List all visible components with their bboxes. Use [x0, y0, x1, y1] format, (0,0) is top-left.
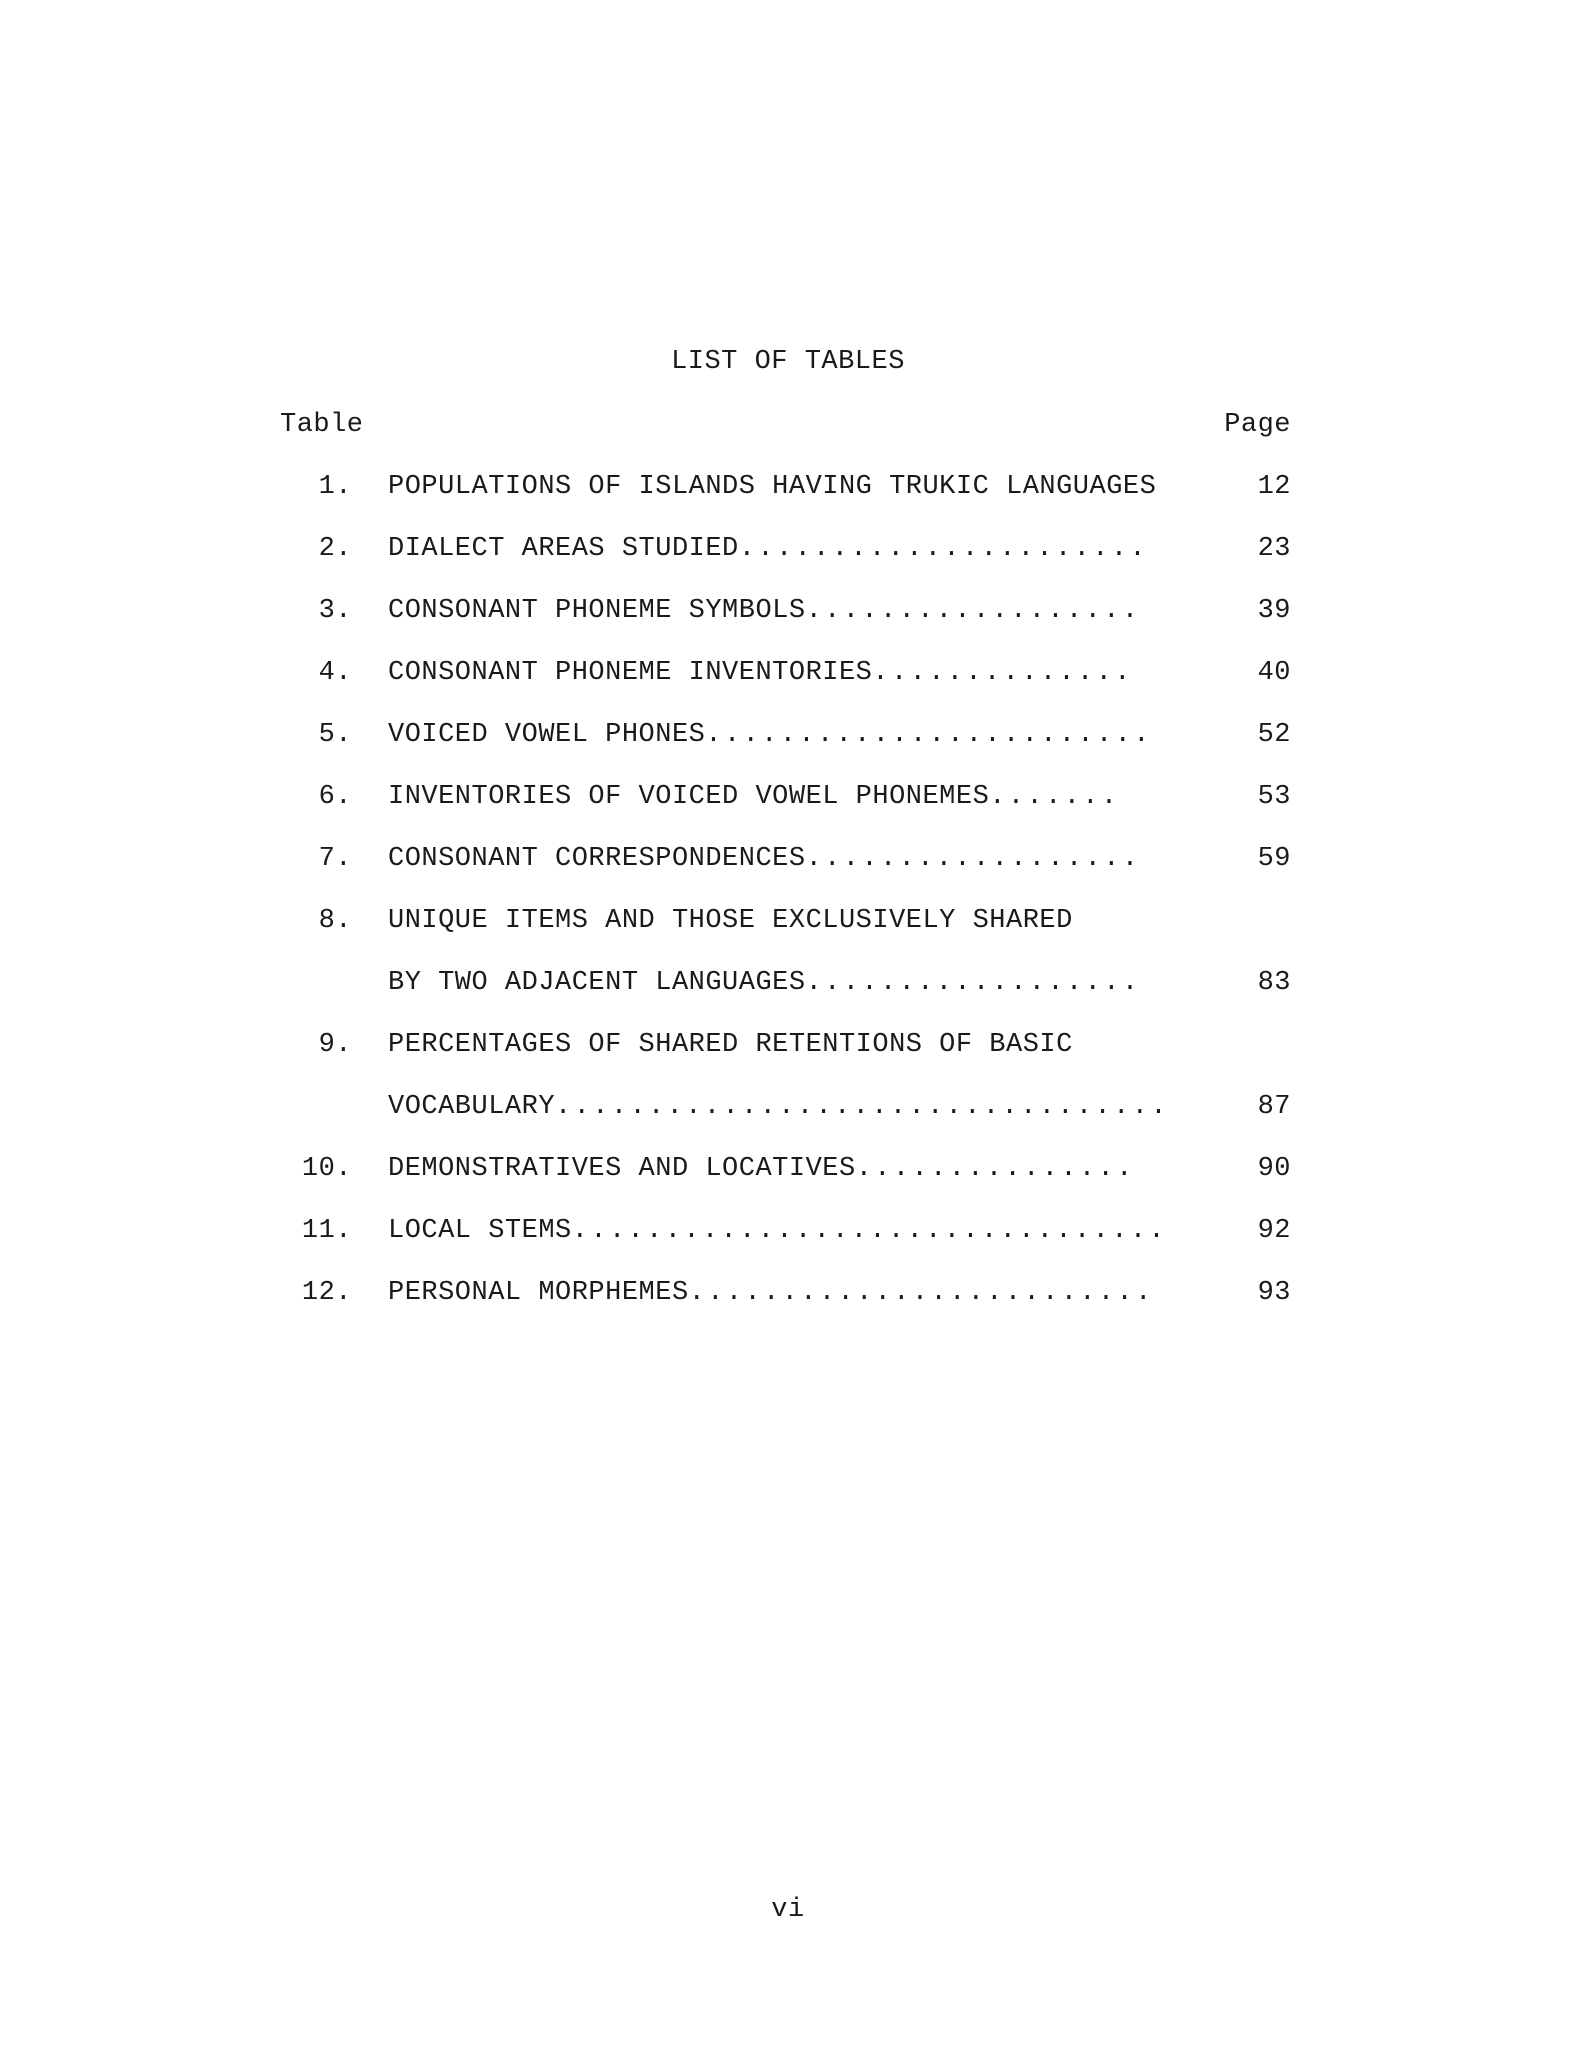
toc-entry-line: [0, 1092, 1576, 1154]
table-number: 6.: [318, 782, 352, 812]
page-column-header: Page: [1224, 410, 1291, 440]
table-title-line: [388, 1154, 1135, 1184]
page-reference: 87: [1257, 1092, 1291, 1122]
dot-leader: ..................: [805, 596, 1141, 626]
page-reference: 23: [1257, 534, 1291, 564]
table-list: [0, 472, 1576, 1340]
page-reference: 12: [1257, 472, 1291, 502]
page-reference: 92: [1257, 1216, 1291, 1246]
table-title-line: [388, 1216, 1167, 1246]
toc-entry-line: [0, 596, 1576, 658]
table-title-text: INVENTORIES OF VOICED VOWEL PHONEMES: [388, 782, 990, 812]
table-number: 5.: [318, 720, 352, 750]
dot-leader: ........................: [705, 720, 1152, 750]
dot-leader: .......: [989, 782, 1120, 812]
page-reference: 83: [1257, 968, 1291, 998]
table-title-line: [388, 782, 1120, 812]
table-title-line: [388, 658, 1133, 688]
table-title-text: CONSONANT CORRESPONDENCES: [388, 844, 806, 874]
page-reference: 93: [1257, 1278, 1291, 1308]
table-title-line: [388, 534, 1148, 564]
page-reference: 52: [1257, 720, 1291, 750]
table-title-text: PERSONAL MORPHEMES: [388, 1278, 689, 1308]
dot-leader: ...............: [855, 1154, 1135, 1184]
dot-leader: ..................: [805, 968, 1141, 998]
table-title-text: POPULATIONS OF ISLANDS HAVING TRUKIC LANGUAGES: [388, 472, 1157, 502]
table-title-text: DEMONSTRATIVES AND LOCATIVES: [388, 1154, 856, 1184]
table-column-header: Table: [280, 410, 364, 440]
table-number: 1.: [318, 472, 352, 502]
dot-leader: ......................: [738, 534, 1149, 564]
dot-leader: .........................: [688, 1278, 1154, 1308]
page-title: LIST OF TABLES: [671, 347, 905, 377]
table-number: 8.: [318, 906, 352, 936]
page-reference: 40: [1257, 658, 1291, 688]
table-title-line: [388, 1030, 1073, 1060]
table-title-line: [388, 844, 1140, 874]
toc-entry-line: [0, 906, 1576, 968]
table-title-text: PERCENTAGES OF SHARED RETENTIONS OF BASIC: [388, 1030, 1073, 1060]
table-title-text: UNIQUE ITEMS AND THOSE EXCLUSIVELY SHARED: [388, 906, 1073, 936]
table-title-line: [388, 472, 1156, 502]
toc-entry-line: [0, 844, 1576, 906]
dot-leader: ..................: [805, 844, 1141, 874]
table-number: 9.: [318, 1030, 352, 1060]
toc-entry-line: [0, 1216, 1576, 1278]
dot-leader: ................................: [571, 1216, 1168, 1246]
table-number: 4.: [318, 658, 352, 688]
page-reference: 59: [1257, 844, 1291, 874]
table-title-line: [388, 596, 1140, 626]
table-title-text: LOCAL STEMS: [388, 1216, 572, 1246]
table-title-text: VOCABULARY: [388, 1092, 556, 1122]
toc-entry-line: [0, 534, 1576, 596]
table-number: 7.: [318, 844, 352, 874]
toc-entry-line: [0, 472, 1576, 534]
dot-leader: ..............: [872, 658, 1133, 688]
toc-entry-line: [0, 968, 1576, 1030]
page-reference: 39: [1257, 596, 1291, 626]
toc-entry-line: [0, 1278, 1576, 1340]
table-title-text: DIALECT AREAS STUDIED: [388, 534, 739, 564]
page-number: vi: [771, 1895, 805, 1925]
toc-entry-line: [0, 782, 1576, 844]
table-title-text: CONSONANT PHONEME SYMBOLS: [388, 596, 806, 626]
toc-entry-line: [0, 658, 1576, 720]
table-title-text: BY TWO ADJACENT LANGUAGES: [388, 968, 806, 998]
table-number: 12.: [301, 1278, 352, 1308]
table-title-line: [388, 968, 1140, 998]
table-number: 3.: [318, 596, 352, 626]
toc-entry-line: [0, 1154, 1576, 1216]
table-title-line: [388, 906, 1073, 936]
table-number: 2.: [318, 534, 352, 564]
table-title-line: [388, 1278, 1154, 1308]
table-title-text: VOICED VOWEL PHONES: [388, 720, 706, 750]
table-title-line: [388, 1092, 1169, 1122]
table-number: 11.: [301, 1216, 352, 1246]
page-reference: 90: [1257, 1154, 1291, 1184]
table-title-text: CONSONANT PHONEME INVENTORIES: [388, 658, 873, 688]
table-title-line: [388, 720, 1152, 750]
page-reference: 53: [1257, 782, 1291, 812]
toc-entry-line: [0, 720, 1576, 782]
table-number: 10.: [301, 1154, 352, 1184]
dot-leader: .................................: [555, 1092, 1169, 1122]
toc-entry-line: [0, 1030, 1576, 1092]
